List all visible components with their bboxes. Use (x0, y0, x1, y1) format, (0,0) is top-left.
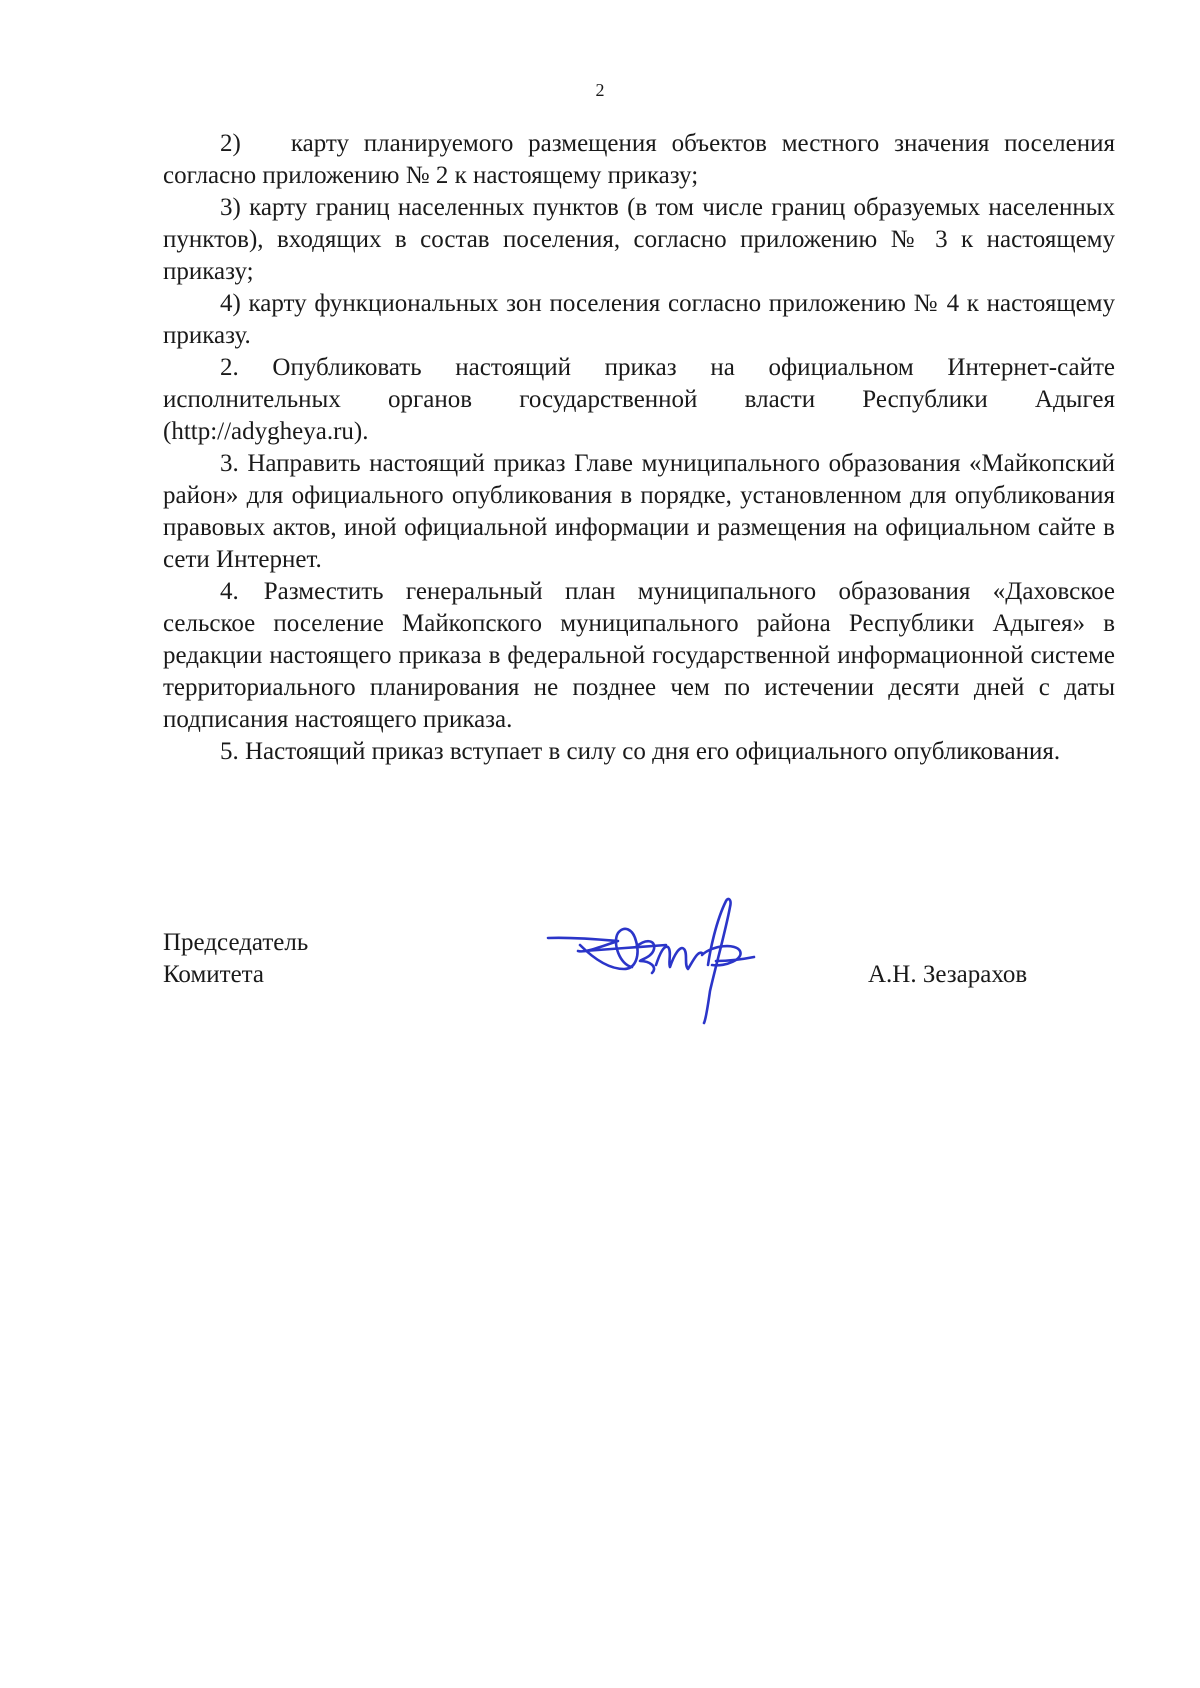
paragraph-entry-into-force: 5. Настоящий приказ вступает в силу со дня его официального опубликования. (220, 738, 1061, 765)
paragraph-send-to-head: 3. Направить настоящий приказ Главе муниципального образования «Майкопский район» для официального опубликования в порядке, установленном для опубликования правовых актов, иной официальной информации и размещения на официальном сайте в сети Интернет. (163, 450, 1115, 573)
signatory-title-line2: Комитета (163, 961, 265, 988)
signatory-name: А.Н. Зезарахов (868, 961, 1028, 988)
signatory-title-line1: Председатель (163, 929, 309, 956)
paragraph-map-local-objects: 2) карту планируемого размещения объектов местного значения поселения согласно приложению № 2 к настоящему приказу; (163, 130, 1115, 189)
document-body (163, 128, 1115, 768)
paragraph-map-functional-zones: 4) карту функциональных зон поселения согласно приложению № 4 к настоящему приказу. (163, 290, 1115, 349)
paragraph-map-settlement-borders: 3) карту границ населенных пунктов (в том числе границ образуемых населенных пунктов), входящих в состав поселения, согласно приложению № 3 к настоящему приказу; (163, 194, 1115, 285)
paragraph-publish-website: 2. Опубликовать настоящий приказ на официальном Интернет-сайте исполнительных органов государственной власти Республики Адыгея (http://adygheya.ru). (163, 354, 1115, 445)
signatory-title (163, 927, 308, 991)
page-number: 2 (595, 80, 605, 100)
paragraph-place-in-fgis: 4. Разместить генеральный план муниципального образования «Даховское сельское поселение Майкопского муниципального района Республики Адыгея» в редакции настоящего приказа в федеральной государственной информационной системе территориального планирования не позднее чем по истечении десяти дней с даты подписания настоящего приказа. (163, 578, 1115, 733)
handwritten-signature (540, 895, 760, 1025)
